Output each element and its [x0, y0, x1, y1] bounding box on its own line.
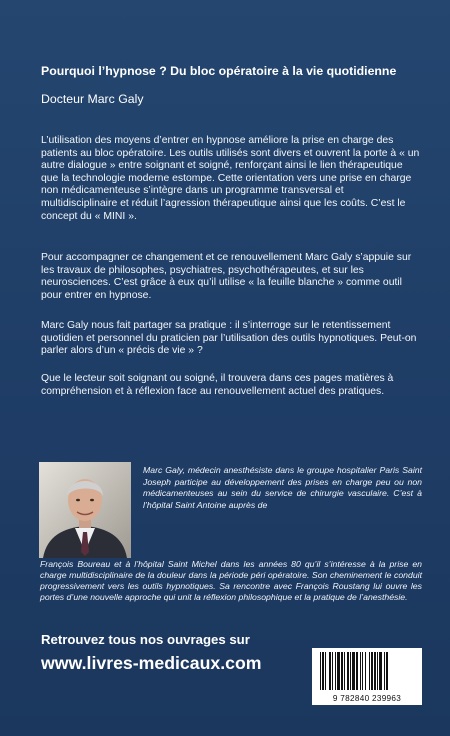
author-bio-lead: Marc Galy, médecin anesthésiste dans le groupe hospitalier Paris Saint Joseph participe au développement des prises en charge peu ou non médicamenteuses au sein du service de chirurgie vasculaire. C’est à l’hôpital Saint Antoine auprès de [143, 465, 422, 511]
book-title: Pourquoi l’hypnose ? Du bloc opératoire à la vie quotidienne [41, 64, 397, 78]
promo-text: Retrouvez tous nos ouvrages sur [41, 632, 250, 647]
author-name: Docteur Marc Galy [41, 92, 144, 106]
description-paragraph-4: Que le lecteur soit soignant ou soigné, il trouvera dans ces pages matières à compréhension et à réflexion face au renouvellement actuel des pratiques. [41, 373, 394, 397]
barcode-bars [312, 648, 422, 694]
author-bio-rest: François Boureau et à l’hôpital Saint Michel dans les années 80 qu’il s’intéresse à la prise en charge multidisciplinaire de la douleur dans la période péri opératoire. Son cheminement le conduit progressivement vers les outils hypnotiques. Sa rencontre avec François Roustang lui ouvre les portes d’une nouvelle approche qui unit la réflexion philosophique et la pratique de l’anesthésie. [40, 559, 422, 602]
description-paragraph-1: L’utilisation des moyens d’entrer en hypnose améliore la prise en charge des patients au bloc opératoire. Les outils utilisés sont divers et ouvrent la porte à « un autre dialogue » entre soignant et soigné, renforçant ainsi le lien thérapeutique que la technologie moderne estompe. Cette orientation vers une prise en charge non médicamenteuse s’intègre dans un programme transversal et multidisciplinaire et réduit l’agression thérapeutique ainsi que les coûts. C’est le concept du « MINI ». [41, 135, 420, 222]
description-paragraph-2: Pour accompagner ce changement et ce renouvellement Marc Galy s’appuie sur les travaux de philosophes, psychiatres, psychothérapeutes, et sur les neurosciences. C’est grâce à eux qu’il utilise « la feuille blanche » comme outil pour entrer en hypnose. [41, 252, 412, 301]
website-link[interactable]: www.livres-medicaux.com [41, 653, 262, 673]
description-paragraph-3: Marc Galy nous fait partager sa pratique : il s’interroge sur le retentissement quotidien et personnel du praticien par l’utilisation des outils hypnotiques. Peut-on parler alors d’un « précis de vie » ? [41, 320, 417, 357]
author-photo [39, 462, 131, 558]
isbn-number: 9 782840 239963 [332, 694, 402, 703]
isbn-barcode [312, 648, 422, 705]
